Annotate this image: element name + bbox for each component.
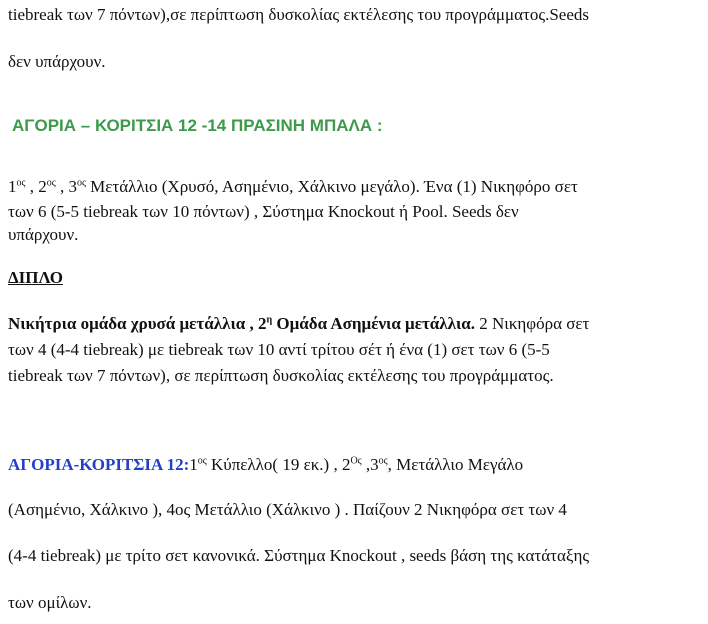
text-line — [8, 455, 523, 475]
text-fragment: 1 — [8, 177, 17, 196]
superscript: ος — [16, 177, 26, 189]
text-fragment: Κύπελλο( 19 εκ.) , 2 — [206, 455, 351, 474]
text-line: δεν υπάρχουν. — [8, 52, 106, 71]
text-fragment-bold: Ομάδα Ασημένια μετάλλια. — [272, 314, 475, 333]
text-fragment-bold: Νικήτρια ομάδα χρυσά μετάλλια , 2 — [8, 314, 267, 333]
superscript: ος — [76, 177, 86, 189]
text-fragment: , 3 — [55, 177, 77, 196]
superscript: ος — [197, 455, 207, 467]
text-line: tiebreak των 7 πόντων),σε περίπτωση δυσκολίας εκτέλεσης του προγράμματος.Seeds — [8, 5, 589, 24]
text-line — [8, 314, 589, 334]
superscript: ος — [378, 455, 388, 467]
text-line: (4-4 tiebreak) με τρίτο σετ κανονικά. Σύστημα Knockout , seeds βάση της κατάταξης — [8, 546, 590, 565]
superscript: η — [266, 314, 273, 326]
text-fragment: 2 Νικηφόρα σετ — [475, 314, 590, 333]
superscript: ος — [46, 177, 56, 189]
text-fragment: ,3 — [361, 455, 379, 474]
text-fragment: 1 — [189, 455, 198, 474]
text-line — [8, 177, 578, 197]
section-heading-diplo: ΔΙΠΛΟ — [8, 268, 63, 287]
text-line: των ομίλων. — [8, 593, 92, 612]
section-heading-green: ΑΓΟΡΙΑ – ΚΟΡΙΤΣΙΑ 12 -14 ΠΡΑΣΙΝΗ ΜΠΑΛΑ : — [12, 116, 383, 135]
text-line: tiebreak των 7 πόντων), σε περίπτωση δυσκολίας εκτέλεσης του προγράμματος. — [8, 366, 554, 385]
text-line: υπάρχουν. — [8, 225, 79, 244]
text-line: των 4 (4-4 tiebreak) με tiebreak των 10 αντί τρίτου σέτ ή ένα (1) σετ των 6 (5-5 — [8, 340, 550, 359]
section-heading-blue: ΑΓΟΡΙΑ-ΚΟΡΙΤΣΙΑ 12: — [8, 455, 190, 474]
text-fragment: , 2 — [25, 177, 47, 196]
text-line: των 6 (5-5 tiebreak των 10 πόντων) , Σύστημα Knockout ή Pool. Seeds δεν — [8, 202, 519, 221]
text-fragment: , Μετάλλιο Μεγάλο — [387, 455, 524, 474]
superscript: Ος — [350, 455, 362, 467]
text-line: (Ασημένιο, Χάλκινο ), 4ος Μετάλλιο (Χάλκινο ) . Παίζουν 2 Νικηφόρα σετ των 4 — [8, 500, 567, 519]
text-fragment: Μετάλλιο (Χρυσό, Ασημένιο, Χάλκινο μεγάλο). Ένα (1) Νικηφόρο σετ — [85, 177, 578, 196]
